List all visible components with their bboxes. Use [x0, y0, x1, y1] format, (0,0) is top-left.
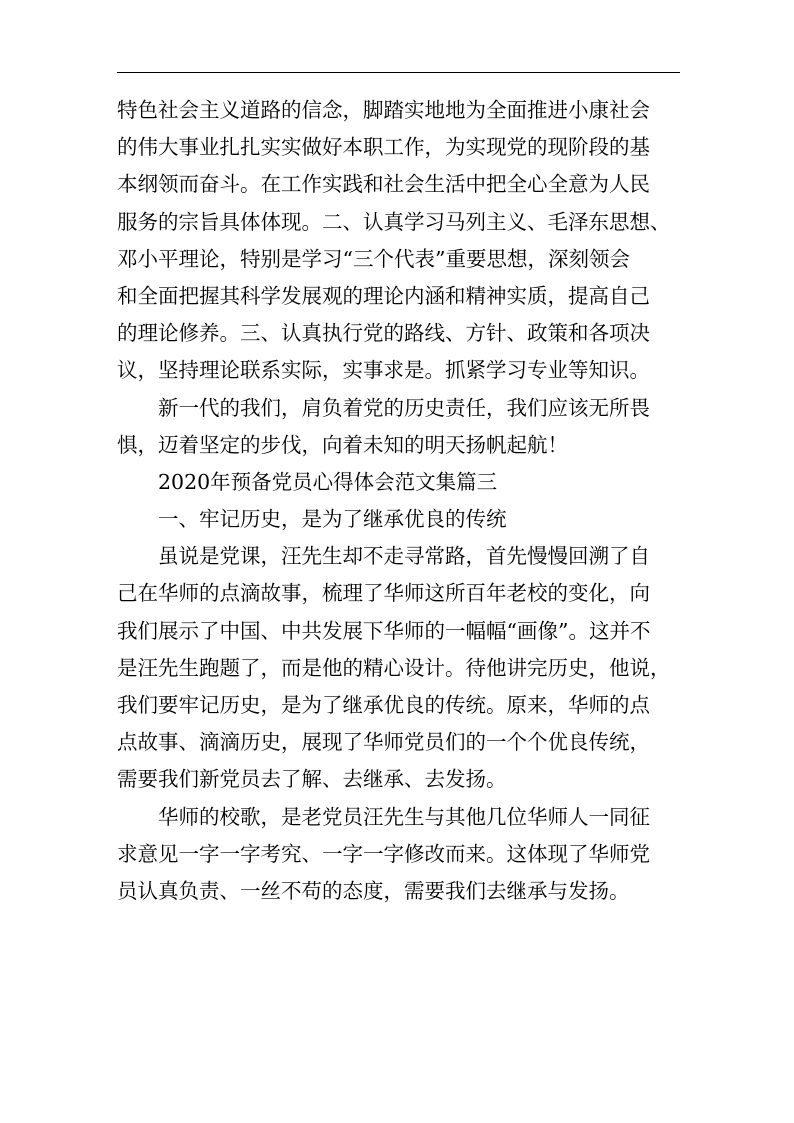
- text-line: 己在华师的点滴故事，梳理了华师这所百年老校的变化，向: [117, 581, 650, 606]
- text-line: 本纲领而奋斗。在工作实践和社会生活中把全心全意为人民: [117, 172, 650, 197]
- text-line: 议，坚持理论联系实际，实事求是。抓紧学习专业等知识。: [117, 358, 650, 383]
- text-line: 邓小平理论，特别是学习“三个代表”重要思想，深刻领会: [117, 246, 630, 271]
- text-line: 服务的宗旨具体体现。二、认真学习马列主义、毛泽东思想、: [117, 209, 671, 234]
- document-body: [117, 92, 680, 910]
- header-rule: [117, 72, 680, 73]
- subsection-heading: 一、牢记历史，是为了继承优良的传统: [158, 507, 507, 532]
- text-line: 是汪先生跑题了，而是他的精心设计。待他讲完历史，他说，: [117, 655, 671, 680]
- text-line: 求意见一字一字考究、一字一字修改而来。这体现了华师党: [117, 841, 650, 866]
- text-line: 特色社会主义道路的信念，脚踏实地地为全面推进小康社会: [117, 98, 650, 122]
- text-line: 我们展示了中国、中共发展下华师的一幅幅“画像”。这并不: [117, 618, 651, 643]
- text-line: 和全面把握其科学发展观的理论内涵和精神实质，提高自己: [117, 283, 650, 308]
- section-title: 2020年预备党员心得体会范文集篇三: [158, 469, 498, 494]
- text-line: 新一代的我们，肩负着党的历史责任，我们应该无所畏: [158, 395, 650, 420]
- text-line: 的伟大事业扎扎实实做好本职工作，为实现党的现阶段的基: [117, 135, 650, 160]
- text-line: 惧，迈着坚定的步伐，向着未知的明天扬帆起航！: [117, 432, 568, 457]
- text-line: 需要我们新党员去了解、去继承、去发扬。: [117, 767, 507, 792]
- text-line: 员认真负责、一丝不苟的态度，需要我们去继承与发扬。: [117, 878, 630, 903]
- text-line: 点故事、滴滴历史，展现了华师党员们的一个个优良传统，: [117, 730, 650, 755]
- text-line: 华师的校歌，是老党员汪先生与其他几位华师人一同征: [158, 804, 650, 829]
- text-line: 我们要牢记历史，是为了继承优良的传统。原来，华师的点: [117, 693, 650, 717]
- text-line: 虽说是党课，汪先生却不走寻常路，首先慢慢回溯了自: [158, 544, 650, 569]
- text-line: 的理论修养。三、认真执行党的路线、方针、政策和各项决: [117, 321, 650, 346]
